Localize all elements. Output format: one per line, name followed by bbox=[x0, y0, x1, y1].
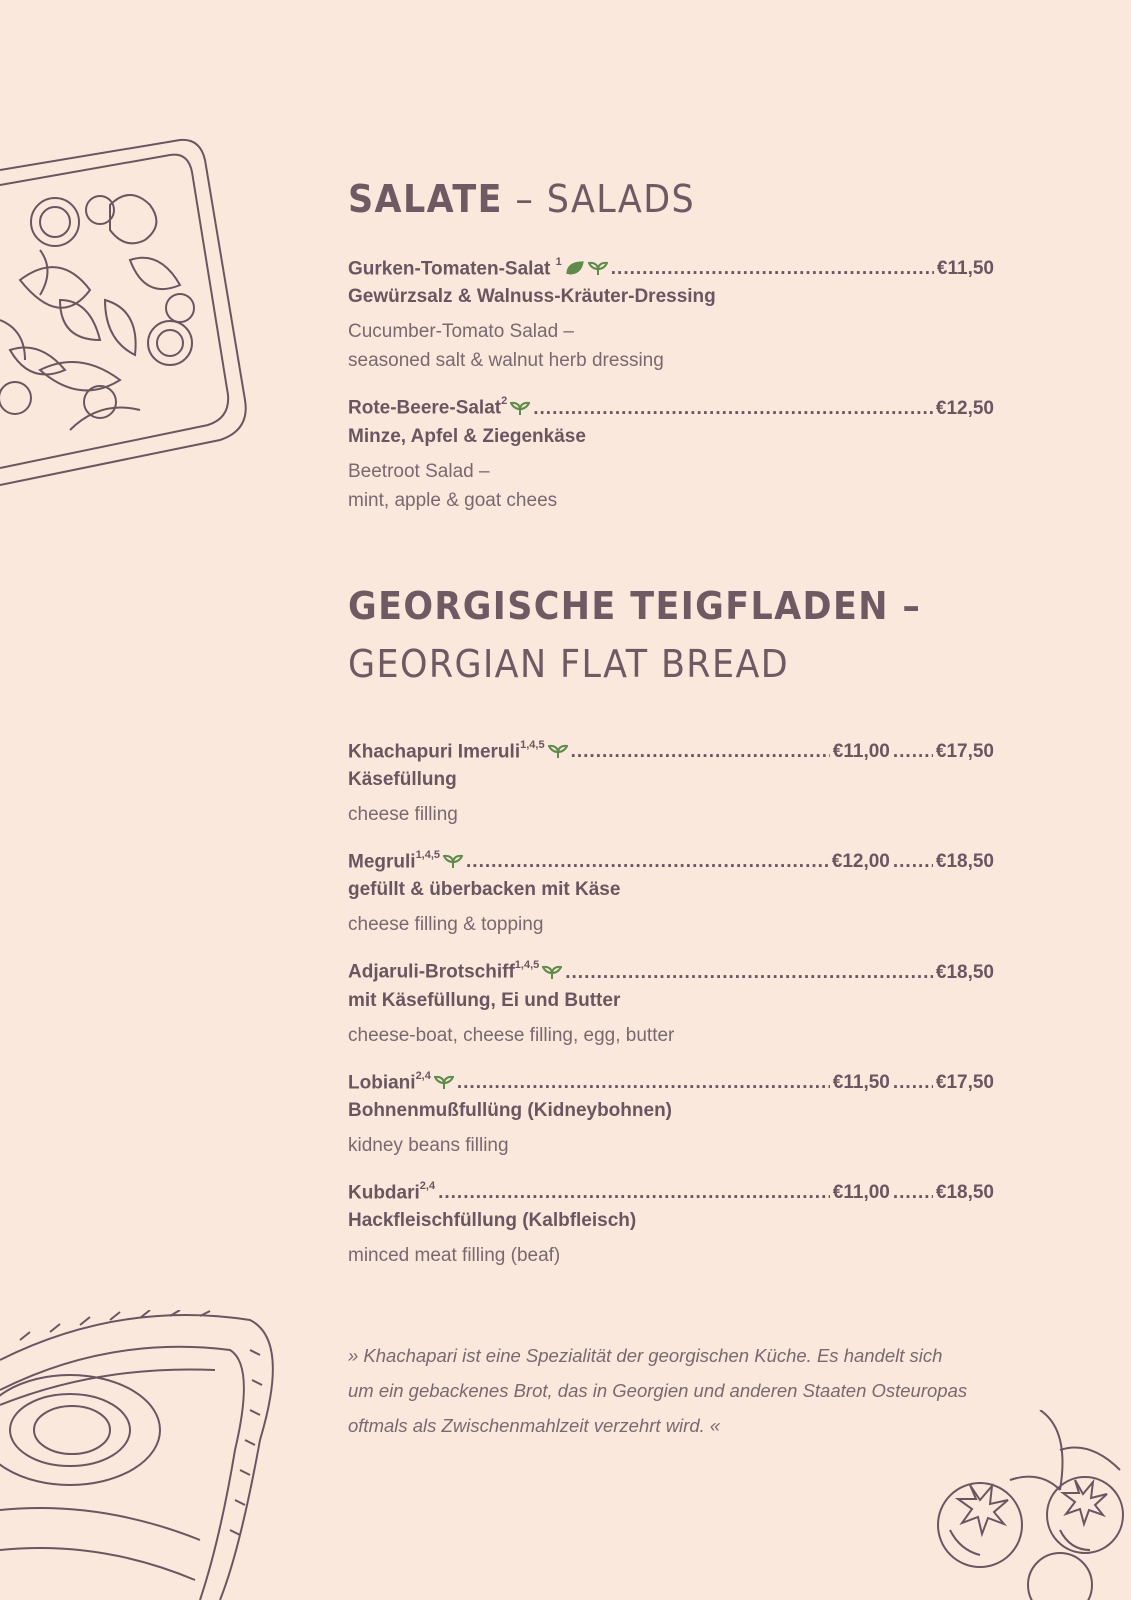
menu-item-lobiani: Lobiani$^{2,4}$ ..... €11,50 ..... €17,50 Bohnenmußfullüng (Kidneybohnen) kidney beans filling bbox=[348, 1064, 994, 1160]
menu-item-kubdari: Kubdari$^{2,4}$ ..... €11,00 ..... €18,50 Hackfleischfüllung (Kalbfleisch) minced meat filling (beaf) bbox=[348, 1174, 994, 1270]
description-en: minced meat filling (beaf) bbox=[348, 1245, 561, 1267]
vegan-leaf-icon bbox=[565, 260, 585, 276]
price-large: €18,50 bbox=[935, 1182, 994, 1204]
salad-plate-illustration bbox=[0, 130, 255, 500]
description-de: Käsefüllung bbox=[348, 768, 457, 790]
description-en: cheese filling bbox=[348, 803, 458, 825]
description-de: Bohnenmußfullüng (Kidneybohnen) bbox=[348, 1099, 673, 1121]
description-en: Cucumber-Tomato Salad – seasoned salt & walnut herb dressing bbox=[348, 321, 664, 372]
vegetarian-sprout-icon bbox=[542, 964, 562, 980]
menu-content bbox=[348, 170, 994, 1284]
price-large: €17,50 bbox=[935, 1071, 994, 1093]
flatbread-title: GEORGISCHE TEIGFLADEN – GEORGIAN FLAT BREAD bbox=[348, 583, 922, 686]
menu-item-megruli: Megruli$^{1,4,5}$ ..... €12,00 ..... €18,50 gefüllt & überbacken mit Käse cheese filling & topping bbox=[348, 843, 994, 939]
price-small: €11,50 bbox=[832, 1071, 890, 1093]
vegetarian-sprout-icon bbox=[510, 400, 530, 416]
description-de: Minze, Apfel & Ziegenkäse bbox=[348, 425, 586, 447]
description-en: kidney beans filling bbox=[348, 1134, 509, 1156]
price-small: €11,00 bbox=[832, 1182, 890, 1204]
salads-title: SALATE – SALADS bbox=[348, 177, 696, 221]
vegetarian-sprout-icon bbox=[588, 260, 608, 276]
menu-item-rote-beere-salat: Rote-Beere-Salat$^2$ ..... €12,50 Minze, Apfel & Ziegenkäse Beetroot Salad – mint, apple & goat chees bbox=[348, 389, 994, 514]
vegetarian-sprout-icon bbox=[434, 1074, 454, 1090]
description-en: cheese-boat, cheese filling, egg, butter bbox=[348, 1024, 675, 1046]
price: €11,50 bbox=[936, 258, 994, 280]
description-en: cheese filling & topping bbox=[348, 914, 544, 936]
price-small: €12,00 bbox=[831, 851, 890, 873]
khachapuri-illustration bbox=[0, 1310, 280, 1600]
description-en: Beetroot Salad – mint, apple & goat chees bbox=[348, 460, 558, 511]
description-de: Hackfleischfüllung (Kalbfleisch) bbox=[348, 1210, 637, 1232]
khachapuri-quote: » Khachapari ist eine Spezialität der georgischen Küche. Es handelt sich um ein gebackenes Brot, das in Georgien und anderen Staaten Osteuropas oftmals als Zwischenmahlzeit verzehrt wird. « bbox=[348, 1345, 968, 1436]
price-large: €17,50 bbox=[935, 740, 994, 762]
price: €18,50 bbox=[935, 961, 994, 983]
description-de: gefüllt & überbacken mit Käse bbox=[348, 879, 621, 901]
vegetarian-sprout-icon bbox=[548, 743, 568, 759]
menu-item-adjaruli-brotschiff: Adjaruli-Brotschiff$^{1,4,5}$ ..... €18,50 mit Käsefüllung, Ei und Butter cheese-boat, cheese filling, egg, butter bbox=[348, 953, 994, 1049]
description-de: mit Käsefüllung, Ei und Butter bbox=[348, 989, 621, 1011]
menu-item-khachapuri-imeruli: Khachapuri Imeruli$^{1,4,5}$ ..... €11,00 ..... €17,50 Käsefüllung cheese filling bbox=[348, 733, 994, 829]
price: €12,50 bbox=[935, 397, 994, 419]
description-de: Gewürzsalz & Walnuss-Kräuter-Dressing bbox=[348, 286, 716, 308]
price-small: €11,00 bbox=[832, 740, 890, 762]
vegetarian-sprout-icon bbox=[443, 853, 463, 869]
menu-item-gurken-tomaten-salat: Gurken-Tomaten-Salat $^1$ ..... €11,50 Gewürzsalz & Walnuss-Kräuter-Dressing Cucumber-Tomato Salad – seasoned salt & walnut herb dressing bbox=[348, 250, 994, 375]
price-large: €18,50 bbox=[935, 851, 994, 873]
